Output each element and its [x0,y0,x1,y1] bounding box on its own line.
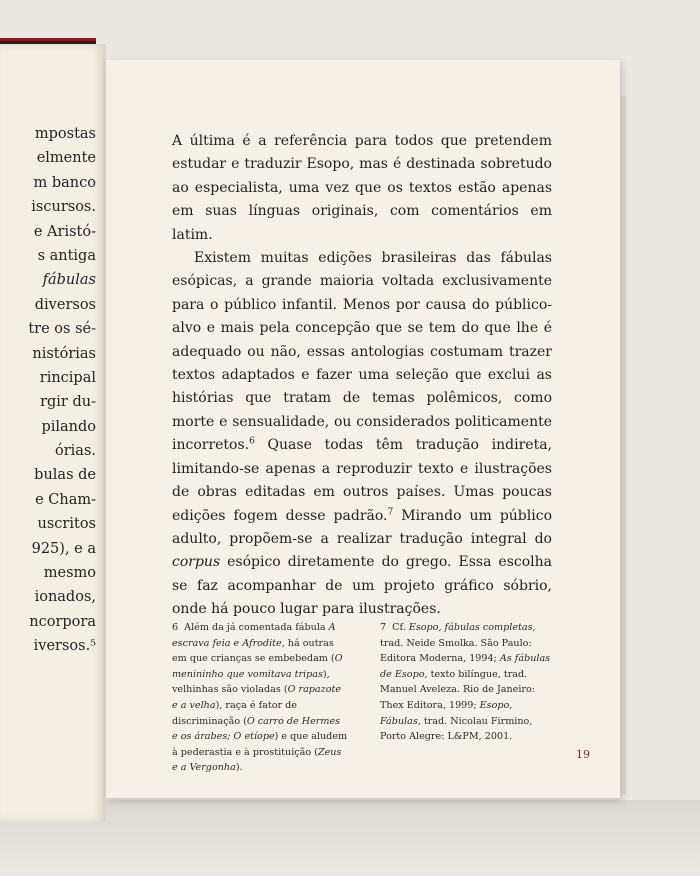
left-line: s antiga [37,247,96,264]
footnote-ref-6: 6 [249,436,255,447]
footnote-6 [172,620,348,776]
left-line: elmente [36,150,96,167]
left-page-text [28,122,96,659]
left-line: mesmo [43,565,96,582]
left-line: 925), e a [31,540,96,557]
footnote-number: 7 [380,622,387,633]
footnote-title: Esopo, fábulas completas [408,622,533,633]
paragraph-2-part-c: Mirando um público adulto, propõem-se a realizar tradução integral do [172,507,552,547]
footnote-title: O menininho que vomitava tripas [172,653,343,680]
footnote-ref-7: 7 [387,506,394,517]
footnote-text: , trad. Nicolau Firmino, Porto Alegre: L&PM, 2001. [380,715,533,743]
left-line: e Cham- [35,491,96,508]
left-line: rincipal [39,369,96,386]
footnote-text: , texto bilíngue, trad. Manuel Aveleza. Rio de Janeiro: Thex Editora, 1999; [380,668,536,711]
footnote-text: Além da já comentada fábula [184,622,329,633]
left-line: pilando [41,418,96,435]
footnote-7 [380,620,556,776]
left-line: ncorpora [29,613,96,630]
paragraph-1: A última é a referência para todos que pretendem estudar e traduzir Esopo, mas é destinada sobretudo ao especialista, uma vez que os textos estão apenas em suas línguas originais, com comentários em latim. [172,133,552,243]
footnote-title: Zeus e a Vergonha [172,746,342,774]
left-line: m banco [33,174,96,191]
left-line: iversos.⁵ [33,638,96,655]
paragraph-2-part-d: esópico diretamente do grego. Essa escolha se faz acompanhar de um projeto gráfico sóbrio, onde há pouco lugar para ilustrações. [172,554,552,618]
left-line: uscritos [37,516,96,533]
right-page [106,60,620,798]
left-line: diversos [34,296,96,313]
footnote-text: ) e que aludem à pederastia e à prostituição ( [172,731,348,758]
footnote-title: Esopo, Fábulas [380,699,513,727]
footnotes [172,620,556,776]
footnote-title: O rapazote e a velha [172,684,342,711]
footnote-text: , há outras em que crianças se embebedam ( [172,637,335,665]
paragraph-2 [172,247,552,622]
left-line: órias. [55,443,96,460]
footnote-title: O carro de Hermes e os árabes; O etíope [172,715,341,743]
footnote-title: A escrava feia e Afrodite [172,622,336,649]
footnote-text: ), velhinhas são violadas ( [172,668,330,696]
page-number: 19 [576,748,590,761]
left-line: tre os sé- [28,321,96,338]
left-page [0,44,106,822]
footnote-number: 6 [172,622,179,633]
left-line: ionados, [34,589,96,606]
footnote-text: , trad. Neide Smolka. São Paulo: Editora Moderna, 1994; [380,622,536,665]
body-text [172,130,552,622]
page-stack-edge [620,96,626,794]
paragraph-2-part-a: Existem muitas edições brasileiras das fábulas esópicas, a grande maioria voltada exclusivamente para o público infantil. Menos por causa do público-alvo e mais pela concepção que se tem do que lhe é adequado ou não, essas antologias costumam trazer textos adaptados e fazer uma seleção que exclui as histórias que tratam de temas polêmicos, como morte e sensualidade, ou considerados politicamente incorretos. [172,250,552,454]
left-line: nistórias [32,345,96,362]
left-line: e Aristó- [33,223,96,240]
left-line: rgir du- [40,394,96,411]
footnote-text: Cf. [392,622,409,633]
corpus-word: corpus [172,554,221,571]
left-line: mpostas [34,126,96,142]
left-line: iscursos. [31,199,96,216]
left-line: fábulas [42,272,96,289]
footnote-text: ), raça é fator de discriminação ( [172,699,297,727]
left-line: bulas de [34,467,96,484]
footnote-title: As fábulas de Esopo [380,653,551,680]
footnote-text: ). [235,762,243,774]
paragraph-2-part-b: Quase todas têm tradução indireta, limitando-se apenas a reproduzir texto e ilustrações de obras editadas em outros países. Umas poucas edições fogem desse padrão. [172,437,552,524]
